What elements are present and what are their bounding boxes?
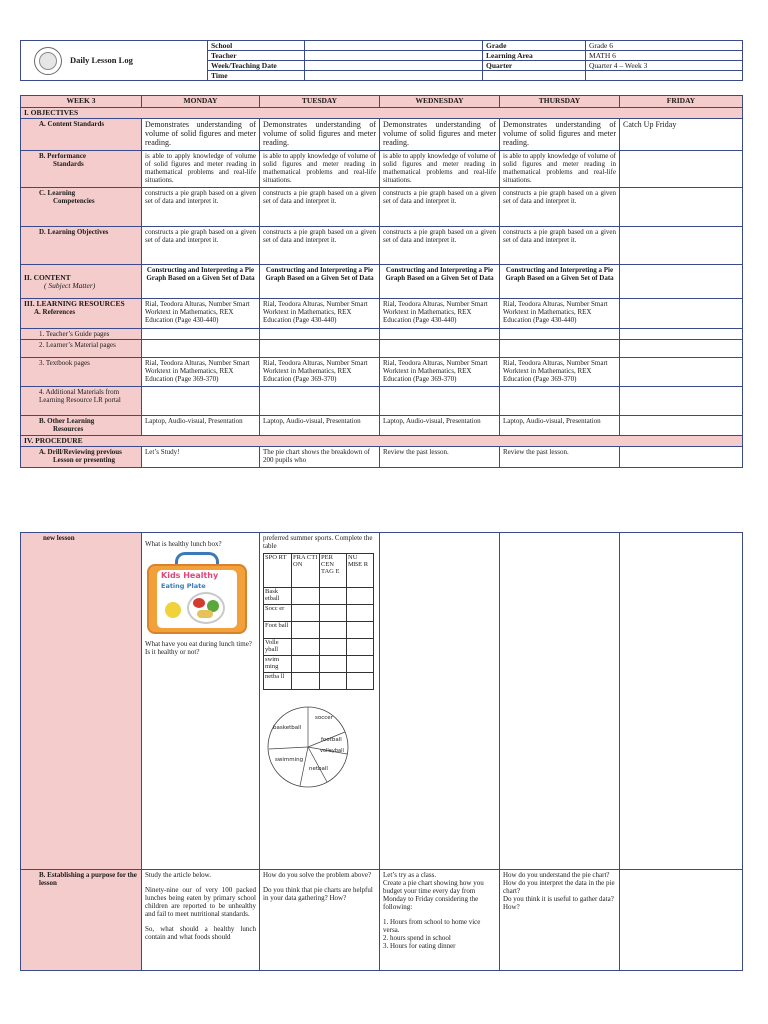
- day-header-week: WEEK 3: [21, 96, 142, 108]
- performance-standards-thursday: is able to apply knowledge of volume of solid figures and meter reading in mathematical problems and real-life situations.: [500, 151, 620, 188]
- row-label-learning-objectives: D. Learning Objectives: [21, 227, 142, 265]
- establishing-monday: [142, 870, 260, 971]
- blank-cell: [292, 588, 320, 605]
- sports-header-sport: SPO RT: [264, 554, 292, 588]
- blank-cell: [347, 622, 374, 639]
- textbook-friday: [620, 358, 743, 387]
- establishing-wednesday: [380, 870, 500, 971]
- sport-name: Volle yball: [264, 639, 292, 656]
- performance-standards-wednesday: is able to apply knowledge of volume of solid figures and meter reading in mathematical problems and real-life situations.: [380, 151, 500, 188]
- empty-cell: [380, 340, 500, 358]
- date-label: Week/Teaching Date: [208, 61, 305, 71]
- drill-tuesday-continued: [260, 533, 380, 870]
- pie-label-soccer: soccer: [315, 715, 333, 721]
- competencies-thursday: constructs a pie graph based on a given set of data and interpret it.: [500, 188, 620, 227]
- time-value: [305, 71, 483, 81]
- empty-cell: [586, 71, 743, 81]
- content-friday: [620, 265, 743, 299]
- learning-objectives-tuesday: constructs a pie graph based on a given set of data and interpret it.: [260, 227, 380, 265]
- label-line: Standards: [53, 160, 84, 168]
- label-line: B. Performance: [39, 152, 87, 160]
- section-content: [21, 265, 142, 299]
- empty-cell: [260, 387, 380, 416]
- content-wednesday: Constructing and Interpreting a Pie Graph Based on a Given Set of Data: [380, 265, 500, 299]
- content-standards-wednesday: Demonstrates understanding of volume of solid figures and meter reading.: [380, 119, 500, 151]
- blank-cell: [320, 588, 347, 605]
- lesson-log-header: [20, 40, 743, 81]
- drill-friday-continued: [620, 533, 743, 870]
- empty-cell: [142, 329, 260, 340]
- lunchbox-text-line2: Eating Plate: [161, 582, 206, 590]
- content-thursday: Constructing and Interpreting a Pie Graph Based on a Given Set of Data: [500, 265, 620, 299]
- label-line: A. Drill/Reviewing previous: [39, 448, 122, 456]
- log-title: Daily Lesson Log: [70, 55, 133, 65]
- learning-objectives-friday: [620, 227, 743, 265]
- drill-thursday-continued: [500, 533, 620, 870]
- teacher-label: Teacher: [208, 51, 305, 61]
- row-label-resources: [21, 299, 142, 329]
- drill-tuesday: The pie chart shows the breakdown of 200 pupils who: [260, 447, 380, 468]
- healthy-lunch-question: What is healthy lunch box?: [145, 540, 222, 548]
- drill-friday: [620, 447, 743, 468]
- row-label-learners-material: 2. Learner’s Material pages: [21, 340, 142, 358]
- section-procedure: IV. PROCEDURE: [21, 436, 743, 447]
- blank-cell: [320, 656, 347, 673]
- references-tuesday: Rial, Teodora Alturas, Number Smart Worktext in Mathematics, REX Education (Page 430-440): [260, 299, 380, 329]
- drill-wednesday: Review the past lesson.: [380, 447, 500, 468]
- empty-cell: [142, 387, 260, 416]
- para: 3. Hours for eating dinner: [383, 942, 456, 950]
- para: 2. hours spend in school: [383, 934, 451, 942]
- day-header-monday: MONDAY: [142, 96, 260, 108]
- content-subheading: ( Subject Matter): [44, 280, 96, 290]
- row-label-establishing-purpose: B. Establishing a purpose for the lesson: [21, 870, 142, 971]
- pie-label-swimming: swimming: [275, 757, 304, 763]
- row-label-drill-continued: new lesson: [21, 533, 142, 870]
- sports-pie-chart: [265, 704, 351, 790]
- row-label-drill: [21, 447, 142, 468]
- blank-cell: [292, 605, 320, 622]
- empty-cell: [380, 387, 500, 416]
- pie-label-volleyball: volleyball: [320, 748, 344, 754]
- para: How do you solve the problem above?: [263, 871, 372, 879]
- blank-cell: [320, 639, 347, 656]
- header-logo-cell: [21, 41, 208, 81]
- blank-cell: [347, 588, 374, 605]
- blank-cell: [292, 656, 320, 673]
- row-label-content-standards: A. Content Standards: [21, 119, 142, 151]
- label-line: Competencies: [53, 197, 95, 205]
- teacher-value: [305, 51, 483, 61]
- quarter-value: Quarter 4 – Week 3: [586, 61, 743, 71]
- blank-cell: [320, 605, 347, 622]
- sports-header-percentage: PER CEN TAG E: [320, 554, 347, 588]
- pie-label-netball: netball: [309, 766, 328, 772]
- day-header-tuesday: TUESDAY: [260, 96, 380, 108]
- empty-cell: [620, 340, 743, 358]
- empty-cell: [260, 329, 380, 340]
- empty-cell: [500, 340, 620, 358]
- establishing-tuesday: [260, 870, 380, 971]
- other-resources-tuesday: Laptop, Audio-visual, Presentation: [260, 416, 380, 436]
- drill-wednesday-continued: [380, 533, 500, 870]
- performance-standards-tuesday: is able to apply knowledge of volume of solid figures and meter reading in mathematical problems and real-life situations.: [260, 151, 380, 188]
- references-label: A. References: [34, 308, 76, 316]
- day-header-friday: FRIDAY: [620, 96, 743, 108]
- blank-cell: [347, 639, 374, 656]
- section-objectives: I. OBJECTIVES: [21, 108, 743, 119]
- para: How do you understand the pie chart?: [503, 871, 610, 879]
- content-standards-tuesday: Demonstrates understanding of volume of solid figures and meter reading.: [260, 119, 380, 151]
- label-line: Lesson or presenting: [53, 456, 115, 464]
- other-resources-wednesday: Laptop, Audio-visual, Presentation: [380, 416, 500, 436]
- other-resources-thursday: Laptop, Audio-visual, Presentation: [500, 416, 620, 436]
- establishing-thursday: [500, 870, 620, 971]
- competencies-tuesday: constructs a pie graph based on a given set of data and interpret it.: [260, 188, 380, 227]
- resources-heading: III. LEARNING RESOURCES: [24, 299, 125, 308]
- date-value: [305, 61, 483, 71]
- school-label: School: [208, 41, 305, 51]
- textbook-tuesday: Rial, Teodora Alturas, Number Smart Worktext in Mathematics, REX Education (Page 369-370): [260, 358, 380, 387]
- textbook-monday: Rial, Teodora Alturas, Number Smart Worktext in Mathematics, REX Education (Page 369-370): [142, 358, 260, 387]
- blank-cell: [292, 673, 320, 690]
- content-heading: II. CONTENT: [24, 272, 71, 282]
- sport-name: Bask etball: [264, 588, 292, 605]
- content-standards-monday: Demonstrates understanding of volume of solid figures and meter reading.: [142, 119, 260, 151]
- empty-cell: [483, 71, 586, 81]
- competencies-wednesday: constructs a pie graph based on a given set of data and interpret it.: [380, 188, 500, 227]
- para: Study the article below.: [145, 871, 212, 879]
- lunch-time-question: What have you eat during lunch time? Is it healthy or not?: [145, 640, 252, 656]
- empty-cell: [500, 387, 620, 416]
- blank-cell: [292, 622, 320, 639]
- learning-objectives-thursday: constructs a pie graph based on a given set of data and interpret it.: [500, 227, 620, 265]
- learning-area-label: Learning Area: [483, 51, 586, 61]
- lunchbox-text-line1: Kids Healthy: [161, 571, 219, 580]
- content-tuesday: Constructing and Interpreting a Pie Graph Based on a Given Set of Data: [260, 265, 380, 299]
- para: Let’s try as a class.: [383, 871, 437, 879]
- content-standards-friday: Catch Up Friday: [620, 119, 743, 151]
- references-thursday: Rial, Teodora Alturas, Number Smart Worktext in Mathematics, REX Education (Page 430-440): [500, 299, 620, 329]
- textbook-thursday: Rial, Teodora Alturas, Number Smart Worktext in Mathematics, REX Education (Page 369-370): [500, 358, 620, 387]
- other-resources-monday: Laptop, Audio-visual, Presentation: [142, 416, 260, 436]
- performance-standards-friday: [620, 151, 743, 188]
- other-resources-friday: [620, 416, 743, 436]
- label-line: Resources: [53, 425, 84, 433]
- sport-name: swim ming: [264, 656, 292, 673]
- empty-cell: [260, 340, 380, 358]
- references-friday: [620, 299, 743, 329]
- blank-cell: [347, 656, 374, 673]
- para: Create a pie chart showing how you budget your time every day from Monday to Friday considering the following:: [383, 879, 484, 911]
- time-label: Time: [208, 71, 305, 81]
- references-wednesday: Rial, Teodora Alturas, Number Smart Worktext in Mathematics, REX Education (Page 430-440): [380, 299, 500, 329]
- row-label-performance-standards: [21, 151, 142, 188]
- row-label-additional-materials: 4. Additional Materials from Learning Resource LR portal: [21, 387, 142, 416]
- sports-instruction: preferred summer sports. Complete the table: [263, 534, 373, 550]
- deped-seal-icon: [34, 47, 62, 75]
- lesson-plan-table: [20, 95, 743, 468]
- learning-area-value: MATH 6: [586, 51, 743, 61]
- content-standards-thursday: Demonstrates understanding of volume of solid figures and meter reading.: [500, 119, 620, 151]
- sports-header-fraction: FRA CTI ON: [292, 554, 320, 588]
- empty-cell: [142, 340, 260, 358]
- sports-header-number: NU MBE R: [347, 554, 374, 588]
- day-header-thursday: THURSDAY: [500, 96, 620, 108]
- grade-label: Grade: [483, 41, 586, 51]
- lunchbox-illustration: [147, 552, 247, 634]
- textbook-wednesday: Rial, Teodora Alturas, Number Smart Worktext in Mathematics, REX Education (Page 369-370): [380, 358, 500, 387]
- empty-cell: [620, 329, 743, 340]
- competencies-monday: constructs a pie graph based on a given set of data and interpret it.: [142, 188, 260, 227]
- sport-name: Socc er: [264, 605, 292, 622]
- empty-cell: [500, 329, 620, 340]
- row-label-textbook: 3. Textbook pages: [21, 358, 142, 387]
- label-line: C. Learning: [39, 189, 76, 197]
- para: Do you think it is useful to gather data? How?: [503, 895, 614, 911]
- para: 1. Hours from school to home vice versa.: [383, 918, 481, 934]
- grade-value: Grade 6: [586, 41, 743, 51]
- blank-cell: [320, 673, 347, 690]
- para: Do you think that pie charts are helpful in your data gathering? How?: [263, 886, 373, 902]
- para: So, what should a healthy lunch contain and what foods should: [145, 925, 256, 941]
- row-label-other-resources: [21, 416, 142, 436]
- empty-cell: [620, 387, 743, 416]
- para: How do you interpret the data in the pie chart?: [503, 879, 615, 895]
- sports-table: [263, 553, 374, 690]
- drill-monday-continued: [142, 533, 260, 870]
- establishing-friday: [620, 870, 743, 971]
- para: Ninety-nine our of very 100 packed lunches being eaten by primary school children are reported to be unhealthy and fail to meet nutritional standards.: [145, 886, 256, 918]
- competencies-friday: [620, 188, 743, 227]
- pie-label-football: football: [321, 737, 342, 743]
- blank-cell: [320, 622, 347, 639]
- learning-objectives-monday: constructs a pie graph based on a given set of data and interpret it.: [142, 227, 260, 265]
- pie-label-basketball: basketball: [273, 725, 302, 731]
- quarter-label: Quarter: [483, 61, 586, 71]
- blank-cell: [347, 673, 374, 690]
- empty-cell: [380, 329, 500, 340]
- drill-monday: Let’s Study!: [142, 447, 260, 468]
- lesson-plan-table-continued: [20, 532, 743, 971]
- row-label-competencies: [21, 188, 142, 227]
- label-line: B. Other Learning: [39, 417, 95, 425]
- content-monday: Constructing and Interpreting a Pie Graph Based on a Given Set of Data: [142, 265, 260, 299]
- school-value: [305, 41, 483, 51]
- sport-name: netba ll: [264, 673, 292, 690]
- learning-objectives-wednesday: constructs a pie graph based on a given set of data and interpret it.: [380, 227, 500, 265]
- references-monday: Rial, Teodora Alturas, Number Smart Worktext in Mathematics, REX Education (Page 430-440): [142, 299, 260, 329]
- sport-name: Foot ball: [264, 622, 292, 639]
- blank-cell: [347, 605, 374, 622]
- performance-standards-monday: is able to apply knowledge of volume of solid figures and meter reading in mathematical problems and real-life situations.: [142, 151, 260, 188]
- drill-thursday: Review the past lesson.: [500, 447, 620, 468]
- blank-cell: [292, 639, 320, 656]
- day-header-wednesday: WEDNESDAY: [380, 96, 500, 108]
- row-label-teachers-guide: 1. Teacher’s Guide pages: [21, 329, 142, 340]
